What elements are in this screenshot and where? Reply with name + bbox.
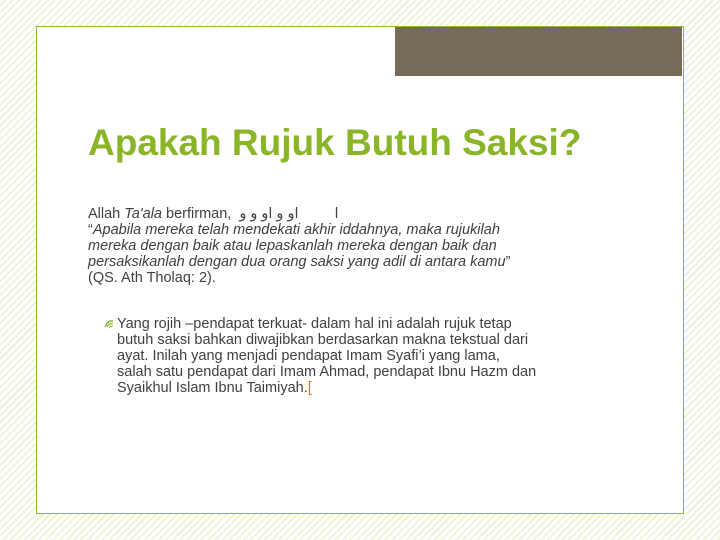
quote-close: ” [505, 254, 511, 270]
quote-line-3 [88, 254, 608, 270]
arabic-fragment: ﺍﻭ ﻭ ﺍﻭ ﻭ ﻭ [239, 206, 299, 222]
bullet-line-3: ayat. Inilah yang menjadi pendapat Imam Syafi’i yang lama, [117, 348, 500, 364]
decorative-bullet-icon [104, 319, 114, 329]
slide-title: Apakah Rujuk Butuh Saksi? [88, 122, 582, 163]
quote-line-2 [88, 238, 608, 254]
quote-line-1-text: Apabila mereka telah mendekati akhir iddahnya, maka rujukilah [92, 222, 500, 238]
bullet-line-1: Yang rojih –pendapat terkuat- dalam hal ini adalah rujuk tetap [117, 316, 512, 332]
quote-open: “ [88, 222, 93, 238]
footnote-link[interactable]: [ [307, 380, 312, 396]
lead-plain: Allah [88, 206, 125, 222]
quote-line-3-text: persaksikanlah dengan dua orang saksi yang adil di antara kamu [88, 254, 506, 270]
lead-italic: Ta'ala [124, 206, 162, 222]
bullet-text [117, 316, 617, 396]
header-bar [395, 27, 682, 76]
quote-line-1 [88, 222, 608, 238]
verse-paragraph [88, 206, 608, 286]
arabic-fragment-2: ﺍ [334, 206, 339, 222]
bullet-line-5-text: Syaikhul Islam Ibnu Taimiyah. [117, 380, 308, 396]
bullet-line-5 [117, 380, 617, 396]
lead-rest: berfirman, [162, 206, 232, 222]
bullet-line-4: salah satu pendapat dari Imam Ahmad, pendapat Ibnu Hazm dan [117, 364, 537, 380]
paragraph-lead-line [88, 206, 608, 222]
citation: (QS. Ath Tholaq: 2). [88, 270, 216, 286]
bullet-line-2: butuh saksi bahkan diwajibkan berdasarkan makna tekstual dari [117, 332, 529, 348]
quote-line-2-text: mereka dengan baik atau lepaskanlah mereka dengan baik dan [88, 238, 497, 254]
